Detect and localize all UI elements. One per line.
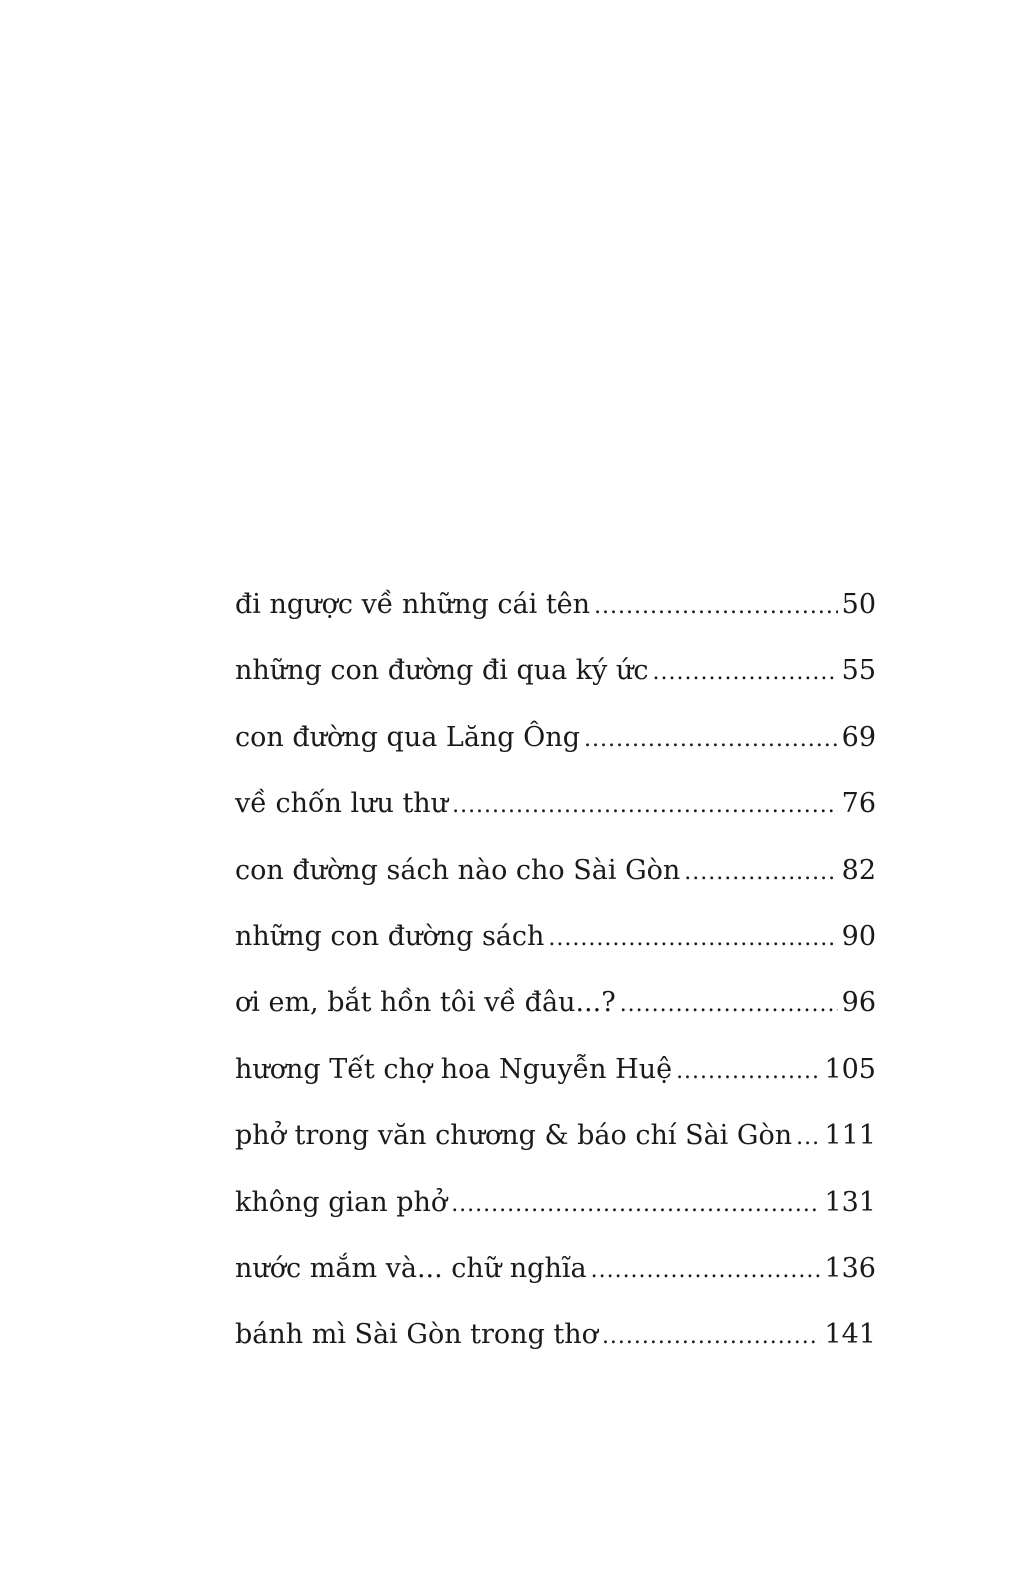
toc-entry-title: không gian phở bbox=[235, 1186, 448, 1218]
toc-entry-page: 131 bbox=[824, 1186, 876, 1218]
toc-entry-title: hương Tết chợ hoa Nguyễn Huệ bbox=[235, 1053, 673, 1085]
toc-entry bbox=[235, 1170, 876, 1236]
toc-entry-page: 136 bbox=[824, 1252, 876, 1284]
toc-entry-title: bánh mì Sài Gòn trong thơ bbox=[235, 1319, 598, 1351]
dot-leader bbox=[602, 1304, 821, 1370]
dot-leader bbox=[584, 707, 838, 773]
toc-entry bbox=[235, 904, 876, 970]
toc-entry bbox=[235, 1302, 876, 1368]
toc-entry-page: 111 bbox=[824, 1120, 876, 1152]
toc-entry bbox=[235, 638, 876, 704]
toc-entry bbox=[235, 572, 876, 638]
toc-entry bbox=[235, 705, 876, 771]
dot-leader bbox=[591, 1238, 821, 1304]
toc-entry bbox=[235, 771, 876, 837]
toc-entry-page: 96 bbox=[841, 987, 876, 1019]
dot-leader bbox=[594, 574, 838, 640]
toc-entry bbox=[235, 1037, 876, 1103]
dot-leader bbox=[451, 1172, 820, 1238]
dot-leader bbox=[684, 840, 837, 906]
toc-entry-title: con đường sách nào cho Sài Gòn bbox=[235, 854, 681, 886]
toc-entry-title: về chốn lưu thư bbox=[235, 788, 449, 820]
table-of-contents bbox=[235, 572, 876, 1369]
toc-entry bbox=[235, 1236, 876, 1302]
dot-leader bbox=[620, 972, 838, 1038]
dot-leader bbox=[676, 1039, 820, 1105]
toc-entry bbox=[235, 838, 876, 904]
toc-entry-title: những con đường sách bbox=[235, 920, 545, 952]
toc-entry-page: 105 bbox=[824, 1053, 876, 1085]
toc-entry-page: 69 bbox=[841, 721, 876, 753]
toc-entry-page: 50 bbox=[841, 589, 876, 620]
toc-entry-title: ơi em, bắt hồn tôi về đâu...? bbox=[235, 987, 616, 1019]
toc-entry-page: 76 bbox=[841, 788, 876, 820]
dot-leader bbox=[653, 640, 838, 706]
dot-leader bbox=[796, 1105, 820, 1171]
toc-entry-page: 82 bbox=[841, 854, 876, 886]
toc-entry-title: nước mắm và... chữ nghĩa bbox=[235, 1252, 587, 1284]
toc-entry-page: 55 bbox=[841, 655, 876, 687]
toc-entry-page: 90 bbox=[841, 920, 876, 952]
toc-entry bbox=[235, 1103, 876, 1169]
toc-entry-title: đi ngược về những cái tên bbox=[235, 589, 591, 620]
toc-entry bbox=[235, 970, 876, 1036]
toc-entry-title: những con đường đi qua ký ức bbox=[235, 655, 649, 687]
toc-entry-title: con đường qua Lăng Ông bbox=[235, 721, 580, 753]
toc-entry-page: 141 bbox=[824, 1319, 876, 1351]
toc-entry-title: phở trong văn chương & báo chí Sài Gòn bbox=[235, 1120, 793, 1152]
dot-leader bbox=[548, 906, 837, 972]
dot-leader bbox=[452, 773, 838, 839]
